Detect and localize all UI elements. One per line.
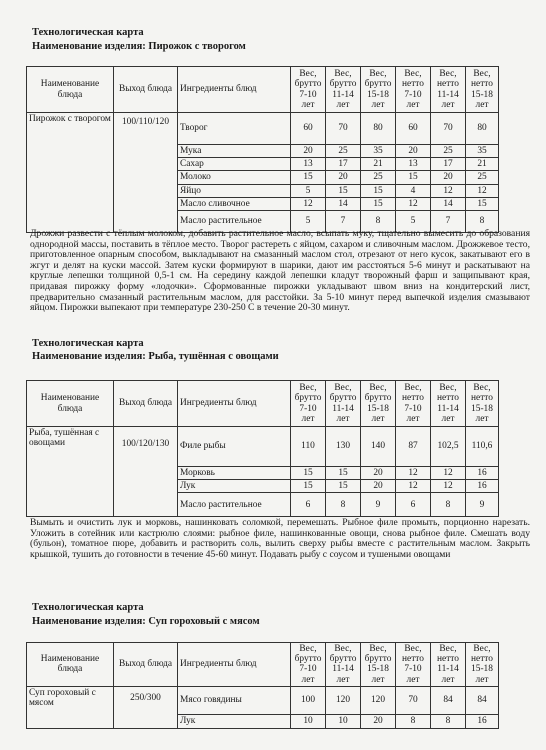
header-gross-11-14: Вес, брутто 11-14 лет xyxy=(326,643,361,687)
value-cell: 6 xyxy=(291,493,326,517)
ingredient-cell: Яйцо xyxy=(178,184,291,197)
ingredient-cell: Мясо говядины xyxy=(178,686,291,714)
value-cell: 8 xyxy=(361,211,396,233)
value-cell: 110 xyxy=(291,427,326,467)
value-cell: 15 xyxy=(326,480,361,493)
header-net-11-14: Вес, нетто 11-14 лет xyxy=(431,67,466,113)
value-cell: 20 xyxy=(431,171,466,184)
value-cell: 12 xyxy=(291,197,326,210)
value-cell: 70 xyxy=(431,113,466,145)
value-cell: 15 xyxy=(466,197,499,210)
value-cell: 9 xyxy=(361,493,396,517)
value-cell: 16 xyxy=(466,467,499,480)
value-cell: 80 xyxy=(361,113,396,145)
value-cell: 14 xyxy=(431,197,466,210)
value-cell: 7 xyxy=(326,211,361,233)
card-2-product-name: Наименование изделия: Рыба, тушённая с овощами xyxy=(32,351,279,362)
value-cell: 10 xyxy=(326,714,361,728)
table-header-row xyxy=(27,67,499,113)
value-cell: 120 xyxy=(326,686,361,714)
value-cell: 14 xyxy=(326,197,361,210)
dish-name-cell: Суп гороховый с мясом xyxy=(27,686,114,728)
ingredient-cell: Морковь xyxy=(178,467,291,480)
ingredient-cell: Мука xyxy=(178,145,291,158)
value-cell: 17 xyxy=(431,158,466,171)
card-1-title: Технологическая карта xyxy=(32,27,144,38)
header-ingredients: Ингредиенты блюд xyxy=(178,643,291,687)
header-gross-11-14: Вес, брутто 11-14 лет xyxy=(326,381,361,427)
value-cell: 60 xyxy=(396,113,431,145)
value-cell: 5 xyxy=(291,211,326,233)
header-net-7-10: Вес, нетто 7-10 лет xyxy=(396,67,431,113)
dish-name-cell: Рыба, тушённая с овощами xyxy=(27,427,114,517)
value-cell: 25 xyxy=(431,145,466,158)
value-cell: 5 xyxy=(291,184,326,197)
header-net-7-10: Вес, нетто 7-10 лет xyxy=(396,643,431,687)
card-2-instructions: Вымыть и очистить лук и морковь, нашинковать соломкой, перемешать. Рыбное филе промыть, порционно нарезать. Уложить в сотейник или кастрюлю слоями: рыбное филе, нашинкованные овощи, снова рыбное филе. Смешать воду (бульон), томатное пюре, добавить и растворить соль, вылить сверху рыбы вместе с растительным маслом. Закрыть крышкой, тушить до готовности в течение 45-60 минут. Подавать рыбу с соусом и тушеными овощами xyxy=(30,517,530,560)
value-cell: 8 xyxy=(466,211,499,233)
value-cell: 15 xyxy=(291,171,326,184)
value-cell: 25 xyxy=(466,171,499,184)
value-cell: 80 xyxy=(466,113,499,145)
card-1-table xyxy=(26,66,499,233)
ingredient-cell: Сахар xyxy=(178,158,291,171)
header-yield: Выход блюда xyxy=(114,643,178,687)
value-cell: 87 xyxy=(396,427,431,467)
table-row xyxy=(27,686,499,714)
value-cell: 21 xyxy=(361,158,396,171)
header-gross-15-18: Вес, брутто 15-18 лет xyxy=(361,643,396,687)
yield-cell: 250/300 xyxy=(114,686,178,728)
value-cell: 84 xyxy=(431,686,466,714)
header-ingredients: Ингредиенты блюд xyxy=(178,381,291,427)
yield-cell: 100/110/120 xyxy=(114,113,178,233)
value-cell: 102,5 xyxy=(431,427,466,467)
value-cell: 12 xyxy=(466,184,499,197)
ingredient-cell: Молоко xyxy=(178,171,291,184)
value-cell: 15 xyxy=(396,171,431,184)
value-cell: 120 xyxy=(361,686,396,714)
header-net-15-18: Вес, нетто 15-18 лет xyxy=(466,67,499,113)
card-3-product-name: Наименование изделия: Суп гороховый с мясом xyxy=(32,616,260,627)
value-cell: 70 xyxy=(326,113,361,145)
ingredient-cell: Лук xyxy=(178,714,291,728)
value-cell: 8 xyxy=(326,493,361,517)
value-cell: 20 xyxy=(361,714,396,728)
value-cell: 12 xyxy=(431,480,466,493)
value-cell: 8 xyxy=(431,714,466,728)
header-dish-name: Наименование блюда xyxy=(27,67,114,113)
value-cell: 7 xyxy=(431,211,466,233)
header-net-7-10: Вес, нетто 7-10 лет xyxy=(396,381,431,427)
header-net-11-14: Вес, нетто 11-14 лет xyxy=(431,643,466,687)
value-cell: 9 xyxy=(466,493,499,517)
value-cell: 20 xyxy=(291,145,326,158)
value-cell: 12 xyxy=(431,467,466,480)
header-gross-7-10: Вес, брутто 7-10 лет xyxy=(291,643,326,687)
card-3-table xyxy=(26,642,499,729)
value-cell: 15 xyxy=(326,467,361,480)
table-header-row xyxy=(27,381,499,427)
value-cell: 4 xyxy=(396,184,431,197)
header-ingredients: Ингредиенты блюд xyxy=(178,67,291,113)
value-cell: 130 xyxy=(326,427,361,467)
table-row xyxy=(27,113,499,145)
header-dish-name: Наименование блюда xyxy=(27,643,114,687)
table-header-row xyxy=(27,643,499,687)
header-gross-15-18: Вес, брутто 15-18 лет xyxy=(361,67,396,113)
value-cell: 15 xyxy=(326,184,361,197)
ingredient-cell: Масло растительное xyxy=(178,493,291,517)
table-row xyxy=(27,427,499,467)
value-cell: 12 xyxy=(396,197,431,210)
ingredient-cell: Масло сливочное xyxy=(178,197,291,210)
header-dish-name: Наименование блюда xyxy=(27,381,114,427)
value-cell: 20 xyxy=(361,467,396,480)
ingredient-cell: Масло растительное xyxy=(178,211,291,233)
header-net-15-18: Вес, нетто 15-18 лет xyxy=(466,381,499,427)
value-cell: 15 xyxy=(361,184,396,197)
card-2-table xyxy=(26,380,499,517)
card-2-title: Технологическая карта xyxy=(32,338,144,349)
value-cell: 17 xyxy=(326,158,361,171)
header-yield: Выход блюда xyxy=(114,67,178,113)
value-cell: 13 xyxy=(396,158,431,171)
ingredient-cell: Филе рыбы xyxy=(178,427,291,467)
header-net-15-18: Вес, нетто 15-18 лет xyxy=(466,643,499,687)
card-1-instructions: Дрожжи развести с тёплым молоком, добавить растительное масло, всыпать муку, тщательно вымесить до образования однородной массы, поставить в тёплое место. Творог растереть с яйцом, сахаром и сливочным маслом. Дрожжевое тесто, приготовленное опарным способом, выкладывают на смазанный маслом стол, отрезают от него кусок, закатывают его в жгут и делят на куски массой. Затем куски формируют в шарики, дают им расстояться 5-6 минут и раскатывают на круглые лепешки толщиной 0,5-1 см. На середину каждой лепешки кладут творожный фарш и защипывают края, придавая пирожку форму «лодочки». Сформованные пирожки укладывают швом вниз на кондитерский лист, предварительно смазанный растительным маслом, для расстойки. За 5-10 минут перед выпечкой изделия смазывают яйцом. Пирожки выпекают при температуре 230-250 С в течение 20-30 минут. xyxy=(30,228,530,314)
yield-cell: 100/120/130 xyxy=(114,427,178,517)
value-cell: 25 xyxy=(326,145,361,158)
card-3-title: Технологическая карта xyxy=(32,602,144,613)
value-cell: 60 xyxy=(291,113,326,145)
value-cell: 110,6 xyxy=(466,427,499,467)
value-cell: 12 xyxy=(431,184,466,197)
value-cell: 20 xyxy=(396,145,431,158)
value-cell: 84 xyxy=(466,686,499,714)
value-cell: 25 xyxy=(361,171,396,184)
value-cell: 10 xyxy=(291,714,326,728)
value-cell: 15 xyxy=(291,480,326,493)
value-cell: 8 xyxy=(396,714,431,728)
header-gross-7-10: Вес, брутто 7-10 лет xyxy=(291,67,326,113)
value-cell: 12 xyxy=(396,480,431,493)
value-cell: 100 xyxy=(291,686,326,714)
header-net-11-14: Вес, нетто 11-14 лет xyxy=(431,381,466,427)
value-cell: 20 xyxy=(326,171,361,184)
value-cell: 140 xyxy=(361,427,396,467)
value-cell: 15 xyxy=(361,197,396,210)
value-cell: 13 xyxy=(291,158,326,171)
header-gross-15-18: Вес, брутто 15-18 лет xyxy=(361,381,396,427)
ingredient-cell: Творог xyxy=(178,113,291,145)
value-cell: 16 xyxy=(466,714,499,728)
value-cell: 20 xyxy=(361,480,396,493)
value-cell: 35 xyxy=(466,145,499,158)
header-gross-11-14: Вес, брутто 11-14 лет xyxy=(326,67,361,113)
ingredient-cell: Лук xyxy=(178,480,291,493)
value-cell: 5 xyxy=(396,211,431,233)
value-cell: 15 xyxy=(291,467,326,480)
value-cell: 21 xyxy=(466,158,499,171)
card-1-product-name: Наименование изделия: Пирожок с творогом xyxy=(32,41,246,52)
value-cell: 35 xyxy=(361,145,396,158)
value-cell: 8 xyxy=(431,493,466,517)
value-cell: 12 xyxy=(396,467,431,480)
header-gross-7-10: Вес, брутто 7-10 лет xyxy=(291,381,326,427)
value-cell: 16 xyxy=(466,480,499,493)
dish-name-cell: Пирожок с творогом xyxy=(27,113,114,233)
header-yield: Выход блюда xyxy=(114,381,178,427)
value-cell: 70 xyxy=(396,686,431,714)
value-cell: 6 xyxy=(396,493,431,517)
